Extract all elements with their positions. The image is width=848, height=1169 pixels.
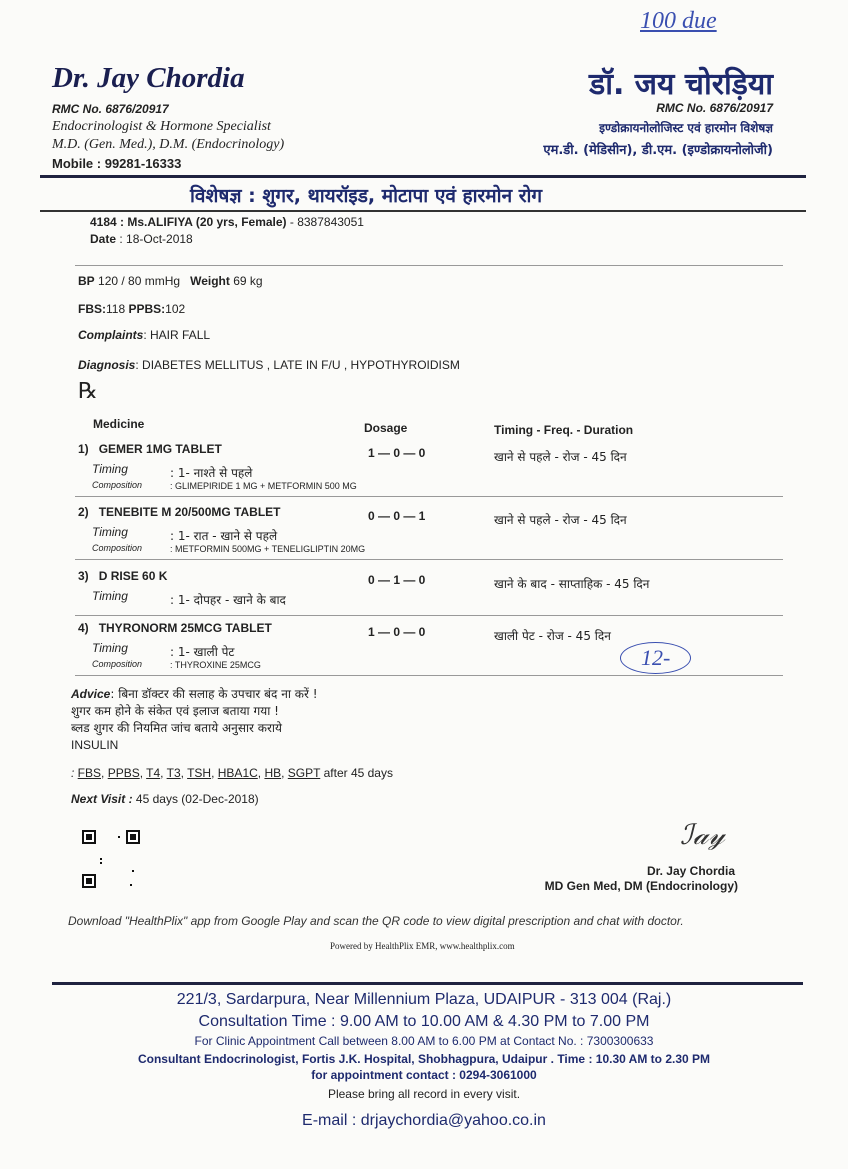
signature-image: ℐ𝒶𝓎	[680, 820, 725, 851]
medicine-frequency: खाने से पहले - रोज - 45 दिन	[494, 513, 627, 527]
medicine-name: 2) TENEBITE M 20/500MG TABLET	[78, 505, 281, 519]
medicine-name: 1) GEMER 1MG TABLET	[78, 442, 222, 456]
test-item: TSH	[187, 766, 212, 780]
doctor-name-en: Dr. Jay Chordia	[52, 62, 245, 94]
test-item: HB	[264, 766, 282, 780]
patient-name: Ms.ALIFIYA (20 yrs, Female)	[127, 215, 287, 229]
medicine-frequency: खाने के बाद - साप्ताहिक - 45 दिन	[494, 577, 650, 591]
patient-line: 4184 : Ms.ALIFIYA (20 yrs, Female) - 8387843051	[90, 215, 364, 229]
timing-label: Timing	[92, 641, 128, 655]
timing-label: Timing	[92, 525, 128, 539]
rmc-en: RMC No. 6876/20917	[52, 102, 169, 116]
vitals-bp: BP 120 / 80 mmHg Weight 69 kg	[78, 274, 263, 288]
test-item: PPBS	[107, 766, 140, 780]
timing-label: Timing	[92, 462, 128, 476]
medicine-dosage: 1 — 0 — 0	[368, 625, 426, 639]
powered-by: Powered by HealthPlix EMR, www.healthplix.com	[330, 941, 515, 951]
qr-code	[82, 830, 140, 888]
test-item: T4	[146, 766, 161, 780]
mobile: Mobile : 99281-16333	[52, 156, 182, 171]
medicine-dosage: 0 — 1 — 0	[368, 573, 426, 587]
header-timing: Timing - Freq. - Duration	[494, 423, 634, 437]
speciality: विशेषज्ञ : शुगर, थायरॉइड, मोटापा एवं हारमोन रोग	[190, 185, 543, 207]
composition-label: Composition	[92, 543, 143, 553]
degree-en: M.D. (Gen. Med.), D.M. (Endocrinology)	[52, 137, 285, 152]
signature-name: Dr. Jay Chordia	[646, 864, 735, 878]
footer-fortis: Consultant Endocrinologist, Fortis J.K. Hospital, Shobhagpura, Udaipur . Time : 10.30 AM to 2.30 PM	[137, 1052, 711, 1066]
rx-icon: ℞	[78, 378, 98, 403]
medicine-name: 4) THYRONORM 25MCG TABLET	[78, 621, 272, 635]
timing-value: : 1- नाश्ते से पहले	[170, 466, 253, 480]
test-item: T3	[166, 766, 181, 780]
medicine-frequency: खाली पेट - रोज - 45 दिन	[494, 629, 611, 643]
handwritten-note: 100 due	[640, 8, 717, 34]
test-item: HBA1C	[217, 766, 258, 780]
footer-clinic: For Clinic Appointment Call between 8.00 AM to 6.00 PM at Contact No. : 7300300633	[194, 1034, 654, 1048]
medicine-dosage: 0 — 0 — 1	[368, 509, 426, 523]
complaints: Complaints: HAIR FALL	[78, 328, 211, 342]
composition-value: : METFORMIN 500MG + TENELIGLIPTIN 20MG	[170, 544, 366, 554]
timing-label: Timing	[92, 589, 128, 603]
handwritten-mark: 12-	[620, 642, 691, 674]
degree-hi: एम.डी. (मेडिसीन), डी.एम. (इण्डोक्रायनोलोजी)	[543, 143, 773, 158]
test-item: SGPT	[287, 766, 321, 780]
header-medicine: Medicine	[93, 417, 145, 431]
composition-label: Composition	[92, 659, 143, 669]
header-dosage: Dosage	[364, 421, 408, 435]
title-hi: इण्डोक्रायनोलोजिस्ट एवं हारमोन विशेषज्ञ	[599, 121, 773, 135]
date-line: Date : 18-Oct-2018	[90, 232, 193, 246]
tests-advised: : FBS, PPBS, T4, T3, TSH, HBA1C, HB, SGPT after 45 days	[71, 766, 393, 780]
timing-value: : 1- दोपहर - खाने के बाद	[170, 593, 286, 607]
medicine-name: 3) D RISE 60 K	[78, 569, 168, 583]
next-visit: Next Visit : 45 days (02-Dec-2018)	[71, 792, 259, 806]
medicine-frequency: खाने से पहले - रोज - 45 दिन	[494, 450, 627, 464]
timing-value: : 1- रात - खाने से पहले	[170, 529, 278, 543]
footer-appt: for appointment contact : 0294-3061000	[311, 1068, 537, 1082]
app-note: Download "HealthPlix" app from Google Play and scan the QR code to view digital prescription and chat with doctor.	[68, 914, 684, 928]
medicine-dosage: 1 — 0 — 0	[368, 446, 426, 460]
footer-records: Please bring all record in every visit.	[327, 1087, 521, 1101]
timing-value: : 1- खाली पेट	[170, 645, 235, 659]
footer-address: 221/3, Sardarpura, Near Millennium Plaza, UDAIPUR - 313 004 (Raj.)	[176, 991, 672, 1008]
diagnosis: Diagnosis: DIABETES MELLITUS , LATE IN F/U , HYPOTHYROIDISM	[78, 358, 460, 372]
doctor-name-hi: डॉ. जय चोरड़िया	[589, 67, 773, 102]
test-item: FBS	[77, 766, 102, 780]
advice: Advice: बिना डॉक्टर की सलाह के उपचार बंद ना करें ! शुगर कम होने के संकेत एवं इलाज बताया गया ! ब्लड शुगर की नियमित जांच बताये अनुसार कराये INSULIN	[71, 687, 318, 752]
footer-divider	[52, 982, 803, 985]
footer-email: E-mail : drjaychordia@yahoo.co.in	[302, 1112, 546, 1129]
footer-consult: Consultation Time : 9.00 AM to 10.00 AM & 4.30 PM to 7.00 PM	[198, 1013, 650, 1030]
vitals-sugar: FBS:118 PPBS:102	[78, 302, 186, 316]
composition-value: : GLIMEPIRIDE 1 MG + METFORMIN 500 MG	[170, 481, 357, 491]
rmc-hi: RMC No. 6876/20917	[656, 101, 773, 115]
title-en: Endocrinologist & Hormone Specialist	[52, 119, 271, 134]
header-divider	[40, 175, 806, 178]
signature-degree: MD Gen Med, DM (Endocrinology)	[544, 879, 738, 893]
composition-value: : THYROXINE 25MCG	[170, 660, 261, 670]
composition-label: Composition	[92, 480, 143, 490]
